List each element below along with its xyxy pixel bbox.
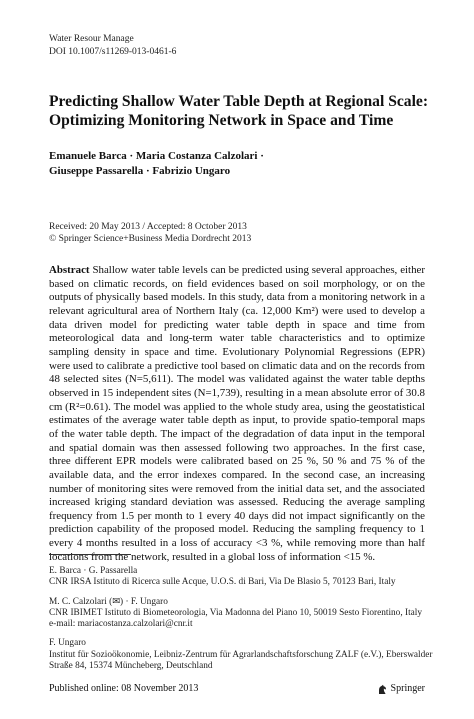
journal-name: Water Resour Manage	[49, 34, 134, 44]
author-list	[49, 149, 264, 178]
paper-title	[49, 92, 429, 130]
doi: DOI 10.1007/s11269-013-0461-6	[49, 46, 177, 57]
affiliation-names: E. Barca · G. Passarella	[49, 566, 138, 576]
affiliation-email: e-mail: mariacostanza.calzolari@cnr.it	[49, 619, 193, 630]
affiliation-names: M. C. Calzolari (✉) · F. Ungaro	[49, 596, 168, 607]
abstract-label: Abstract	[49, 264, 90, 276]
affiliation-block	[49, 597, 432, 631]
affiliation-line: Institut für Sozioökonomie, Leibniz-Zentrum für Agrarlandschaftsforschung ZALF (e.V.), Eberswalder	[49, 649, 433, 660]
title-line-1: Predicting Shallow Water Table Depth at Regional Scale:	[49, 93, 429, 110]
received-accepted: Received: 20 May 2013 / Accepted: 8 October 2013	[49, 222, 247, 232]
affiliations	[49, 566, 432, 680]
title-line-2: Optimizing Monitoring Network in Space and Time	[49, 112, 394, 129]
abstract-text: Shallow water table levels can be predicted using several approaches, either based on climatic records, on field evidences based on soil morphology, or on the outputs of physically based models. In this study, data from a monitoring network in a relevant agricultural area of Northern Italy (ca. 12,000 Km²) were used to develop a data driven model for predicting water table depth in space and time from meteorological data and long-term water table characteristics and to optimize sampling density in space and time. Evolutionary Polynomial Regressions (EPR) were used to calibrate a predictive tool based on climatic data and on the records from 48 selected sites (N=5,611). The model was validated against the water table depths observed in 15 independent sites (N=1,739), resulting in a mean absolute error of 30.8 cm (R²=0.61). The model was applied to the whole study area, using the geostatistical estimates of the average water table depth as input, to provide spatio-temporal maps of the water table depth. The impact of the degradation of data input in the temporal and spatial domain was then assessed following two approaches. In the first case, three different EPR models were calibrated based on 25 %, 50 % and 75 % of the available data, and the error indexes compared. In the second case, an increasing number of monitoring sites were removed from the initial data set, and the associated increased kriging standard deviation was assessed. Reducing the average sampling frequency from 1.5 per month to 1 every 40 days did not impact significantly on the prediction capability of the proposed model. Reducing the sampling frequency to 1 every 4 months resulted in a loss of accuracy <3 %, while removing more than half locations from the network, resulted in a global loss of information <15 %.	[49, 264, 425, 563]
publisher-name: Springer	[390, 683, 425, 694]
footnote-divider	[49, 554, 131, 555]
page-footer	[49, 682, 425, 696]
author-line-2: Giuseppe Passarella · Fabrizio Ungaro	[49, 164, 231, 177]
springer-horse-icon	[377, 684, 388, 695]
affiliation-block	[49, 638, 432, 672]
affiliation-names: F. Ungaro	[49, 638, 86, 649]
article-dates	[49, 222, 251, 245]
author-line-1: Emanuele Barca · Maria Costanza Calzolari ·	[49, 150, 264, 162]
affiliation-line: CNR IBIMET Istituto di Biometeorologia, Via Madonna del Piano 10, 50019 Sesto Fiorentino, Italy	[49, 607, 423, 618]
journal-header	[49, 33, 176, 58]
affiliation-line: CNR IRSA Istituto di Ricerca sulle Acque, U.O.S. di Bari, Via De Blasio 5, 70123 Bari, Italy	[49, 577, 396, 588]
published-online: Published online: 08 November 2013	[49, 683, 199, 694]
copyright: © Springer Science+Business Media Dordrecht 2013	[49, 233, 252, 244]
affiliation-line: Straße 84, 15374 Müncheberg, Deutschland	[49, 661, 213, 672]
abstract	[49, 264, 425, 564]
publisher-logo	[377, 682, 425, 696]
affiliation-block	[49, 566, 432, 589]
